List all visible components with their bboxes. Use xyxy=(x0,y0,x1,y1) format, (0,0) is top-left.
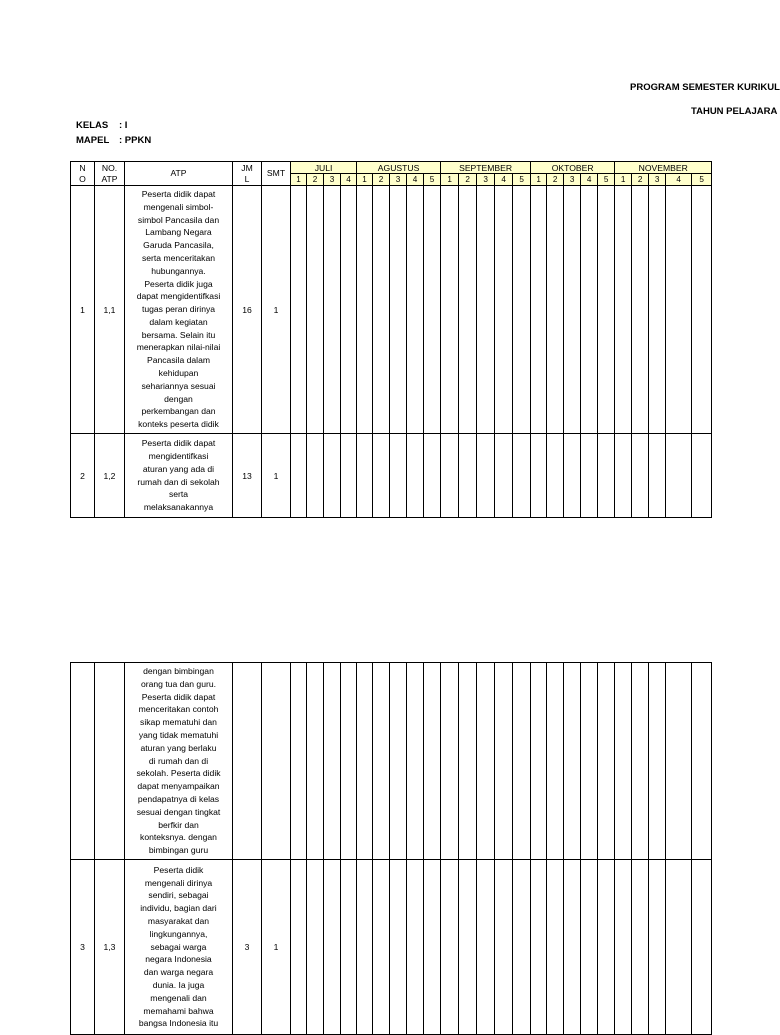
week-cell xyxy=(495,663,513,860)
week-cell xyxy=(357,434,373,518)
week-number: 3 xyxy=(649,174,666,186)
cell-smt: 1 xyxy=(262,860,291,1035)
week-cell xyxy=(615,434,632,518)
cell-no: 2 xyxy=(71,434,95,518)
week-cell xyxy=(477,860,495,1035)
week-cell xyxy=(495,434,513,518)
week-cell xyxy=(459,860,477,1035)
document-title-line1: PROGRAM SEMESTER KURIKUL xyxy=(630,82,780,93)
week-cell xyxy=(424,434,441,518)
document-title-line2: TAHUN PELAJARA xyxy=(691,106,778,117)
week-cell xyxy=(324,186,341,434)
cell-atp: Peserta didik dapat mengenali simbol- simbol Pancasila dan Lambang Negara Garuda Pancasila, serta menceritakan hubungannya. Peserta didik juga dapat mengidentifkasi tugas peran dirinya dalam kegiatan bersama. Selain itu menerapkan nilai-nilai Pancasila dalam kehidupan sehariannya sesuai dengan perkembangan dan konteks peserta didik xyxy=(125,186,233,434)
cell-atp: Peserta didik mengenali dirinya sendiri, sebagai individu, bagian dari masyarakat dan lingkungannya, sebagai warga negara Indonesia dan warga negara dunia. Ia juga mengenali dan memahami bahwa bangsa Indonesia itu xyxy=(125,860,233,1035)
header-no-atp: NO. ATP xyxy=(95,162,125,186)
week-cell xyxy=(307,860,324,1035)
week-cell xyxy=(357,186,373,434)
week-cell xyxy=(459,434,477,518)
week-cell xyxy=(666,663,692,860)
week-number: 2 xyxy=(307,174,324,186)
cell-no-atp: 1,2 xyxy=(95,434,125,518)
week-cell xyxy=(581,663,598,860)
week-cell xyxy=(390,186,407,434)
week-cell xyxy=(341,186,357,434)
week-number: 2 xyxy=(547,174,564,186)
week-cell xyxy=(407,663,424,860)
week-cell xyxy=(564,663,581,860)
week-cell xyxy=(459,663,477,860)
week-cell xyxy=(477,434,495,518)
week-cell xyxy=(424,663,441,860)
week-number: 5 xyxy=(513,174,531,186)
week-cell xyxy=(692,186,712,434)
week-cell xyxy=(513,186,531,434)
kelas-label: KELAS xyxy=(76,120,109,131)
header-atp: ATP xyxy=(125,162,233,186)
week-cell xyxy=(666,860,692,1035)
week-number: 1 xyxy=(531,174,547,186)
week-number: 4 xyxy=(407,174,424,186)
cell-no xyxy=(71,663,95,860)
week-cell xyxy=(615,663,632,860)
week-number: 2 xyxy=(373,174,390,186)
week-cell xyxy=(495,860,513,1035)
week-cell xyxy=(441,434,459,518)
header-smt: SMT xyxy=(262,162,291,186)
week-cell xyxy=(407,434,424,518)
week-number: 3 xyxy=(390,174,407,186)
week-number: 1 xyxy=(291,174,307,186)
week-cell xyxy=(547,860,564,1035)
week-number: 4 xyxy=(341,174,357,186)
week-cell xyxy=(632,860,649,1035)
cell-jml: 3 xyxy=(233,860,262,1035)
week-cell xyxy=(390,860,407,1035)
week-cell xyxy=(649,663,666,860)
semester-program-table-continued xyxy=(70,662,712,1035)
week-cell xyxy=(513,434,531,518)
cell-jml xyxy=(233,663,262,860)
week-cell xyxy=(424,860,441,1035)
week-cell xyxy=(615,186,632,434)
week-cell xyxy=(547,434,564,518)
week-cell xyxy=(649,860,666,1035)
week-cell xyxy=(357,663,373,860)
week-cell xyxy=(598,860,615,1035)
week-cell xyxy=(564,434,581,518)
week-cell xyxy=(373,860,390,1035)
week-number: 5 xyxy=(424,174,441,186)
semester-program-table xyxy=(70,161,712,518)
month-header-november: NOVEMBER xyxy=(615,162,712,174)
week-number: 3 xyxy=(324,174,341,186)
week-cell xyxy=(632,663,649,860)
week-cell xyxy=(692,663,712,860)
week-cell xyxy=(441,860,459,1035)
cell-jml: 13 xyxy=(233,434,262,518)
week-cell xyxy=(649,434,666,518)
week-number: 5 xyxy=(598,174,615,186)
week-number: 5 xyxy=(692,174,712,186)
week-cell xyxy=(564,186,581,434)
week-cell xyxy=(531,860,547,1035)
table-row xyxy=(71,860,712,1035)
kelas-value: : I xyxy=(119,120,128,131)
week-cell xyxy=(357,860,373,1035)
week-cell xyxy=(513,860,531,1035)
week-cell xyxy=(477,663,495,860)
week-cell xyxy=(291,186,307,434)
week-cell xyxy=(692,860,712,1035)
week-cell xyxy=(324,663,341,860)
week-cell xyxy=(531,186,547,434)
week-cell xyxy=(598,186,615,434)
week-cell xyxy=(513,663,531,860)
week-cell xyxy=(632,186,649,434)
week-number: 3 xyxy=(564,174,581,186)
header-no: N O xyxy=(71,162,95,186)
week-cell xyxy=(407,186,424,434)
month-header-oktober: OKTOBER xyxy=(531,162,615,174)
week-number: 1 xyxy=(441,174,459,186)
week-cell xyxy=(407,860,424,1035)
week-cell xyxy=(581,860,598,1035)
week-cell xyxy=(373,663,390,860)
cell-no-atp: 1,3 xyxy=(95,860,125,1035)
week-cell xyxy=(324,860,341,1035)
week-cell xyxy=(547,186,564,434)
month-header-agustus: AGUSTUS xyxy=(357,162,441,174)
table-row xyxy=(71,434,712,518)
week-cell xyxy=(649,186,666,434)
week-cell xyxy=(307,434,324,518)
header-jml: JM L xyxy=(233,162,262,186)
week-cell xyxy=(341,434,357,518)
cell-smt: 1 xyxy=(262,186,291,434)
week-cell xyxy=(324,434,341,518)
week-cell xyxy=(531,663,547,860)
month-header-september: SEPTEMBER xyxy=(441,162,531,174)
week-number: 2 xyxy=(459,174,477,186)
week-cell xyxy=(477,186,495,434)
cell-no-atp xyxy=(95,663,125,860)
week-number: 4 xyxy=(666,174,692,186)
week-cell xyxy=(441,663,459,860)
week-cell xyxy=(666,434,692,518)
week-cell xyxy=(307,663,324,860)
mapel-value: : PPKN xyxy=(119,135,152,146)
week-cell xyxy=(424,186,441,434)
week-cell xyxy=(531,434,547,518)
week-cell xyxy=(615,860,632,1035)
week-cell xyxy=(390,434,407,518)
week-cell xyxy=(581,434,598,518)
meta-mapel xyxy=(76,135,151,146)
week-number: 2 xyxy=(632,174,649,186)
cell-smt xyxy=(262,663,291,860)
week-cell xyxy=(307,186,324,434)
week-number: 3 xyxy=(477,174,495,186)
cell-atp: Peserta didik dapat mengidentifkasi aturan yang ada di rumah dan di sekolah serta melaksanakannya xyxy=(125,434,233,518)
table-row xyxy=(71,663,712,860)
week-cell xyxy=(390,663,407,860)
week-cell xyxy=(547,663,564,860)
week-cell xyxy=(373,186,390,434)
week-cell xyxy=(291,860,307,1035)
cell-jml: 16 xyxy=(233,186,262,434)
week-cell xyxy=(441,186,459,434)
week-cell xyxy=(341,663,357,860)
week-cell xyxy=(459,186,477,434)
week-cell xyxy=(692,434,712,518)
mapel-label: MAPEL xyxy=(76,135,110,146)
cell-no: 1 xyxy=(71,186,95,434)
week-number: 4 xyxy=(581,174,598,186)
week-cell xyxy=(341,860,357,1035)
week-number: 4 xyxy=(495,174,513,186)
week-cell xyxy=(598,434,615,518)
week-cell xyxy=(632,434,649,518)
week-cell xyxy=(564,860,581,1035)
meta-kelas xyxy=(76,120,127,131)
week-cell xyxy=(373,434,390,518)
week-cell xyxy=(495,186,513,434)
cell-no-atp: 1,1 xyxy=(95,186,125,434)
week-cell xyxy=(291,663,307,860)
week-cell xyxy=(598,663,615,860)
table-row xyxy=(71,186,712,434)
month-header-juli: JULI xyxy=(291,162,357,174)
cell-no: 3 xyxy=(71,860,95,1035)
week-cell xyxy=(581,186,598,434)
cell-smt: 1 xyxy=(262,434,291,518)
week-cell xyxy=(291,434,307,518)
cell-atp: dengan bimbingan orang tua dan guru. Peserta didik dapat menceritakan contoh sikap mematuhi dan yang tidak mematuhi aturan yang berlaku di rumah dan di sekolah. Peserta didik dapat menyampaikan pendapatnya di kelas sesuai dengan tingkat berfkir dan konteksnya. dengan bimbingan guru xyxy=(125,663,233,860)
week-number: 1 xyxy=(357,174,373,186)
week-cell xyxy=(666,186,692,434)
week-number: 1 xyxy=(615,174,632,186)
